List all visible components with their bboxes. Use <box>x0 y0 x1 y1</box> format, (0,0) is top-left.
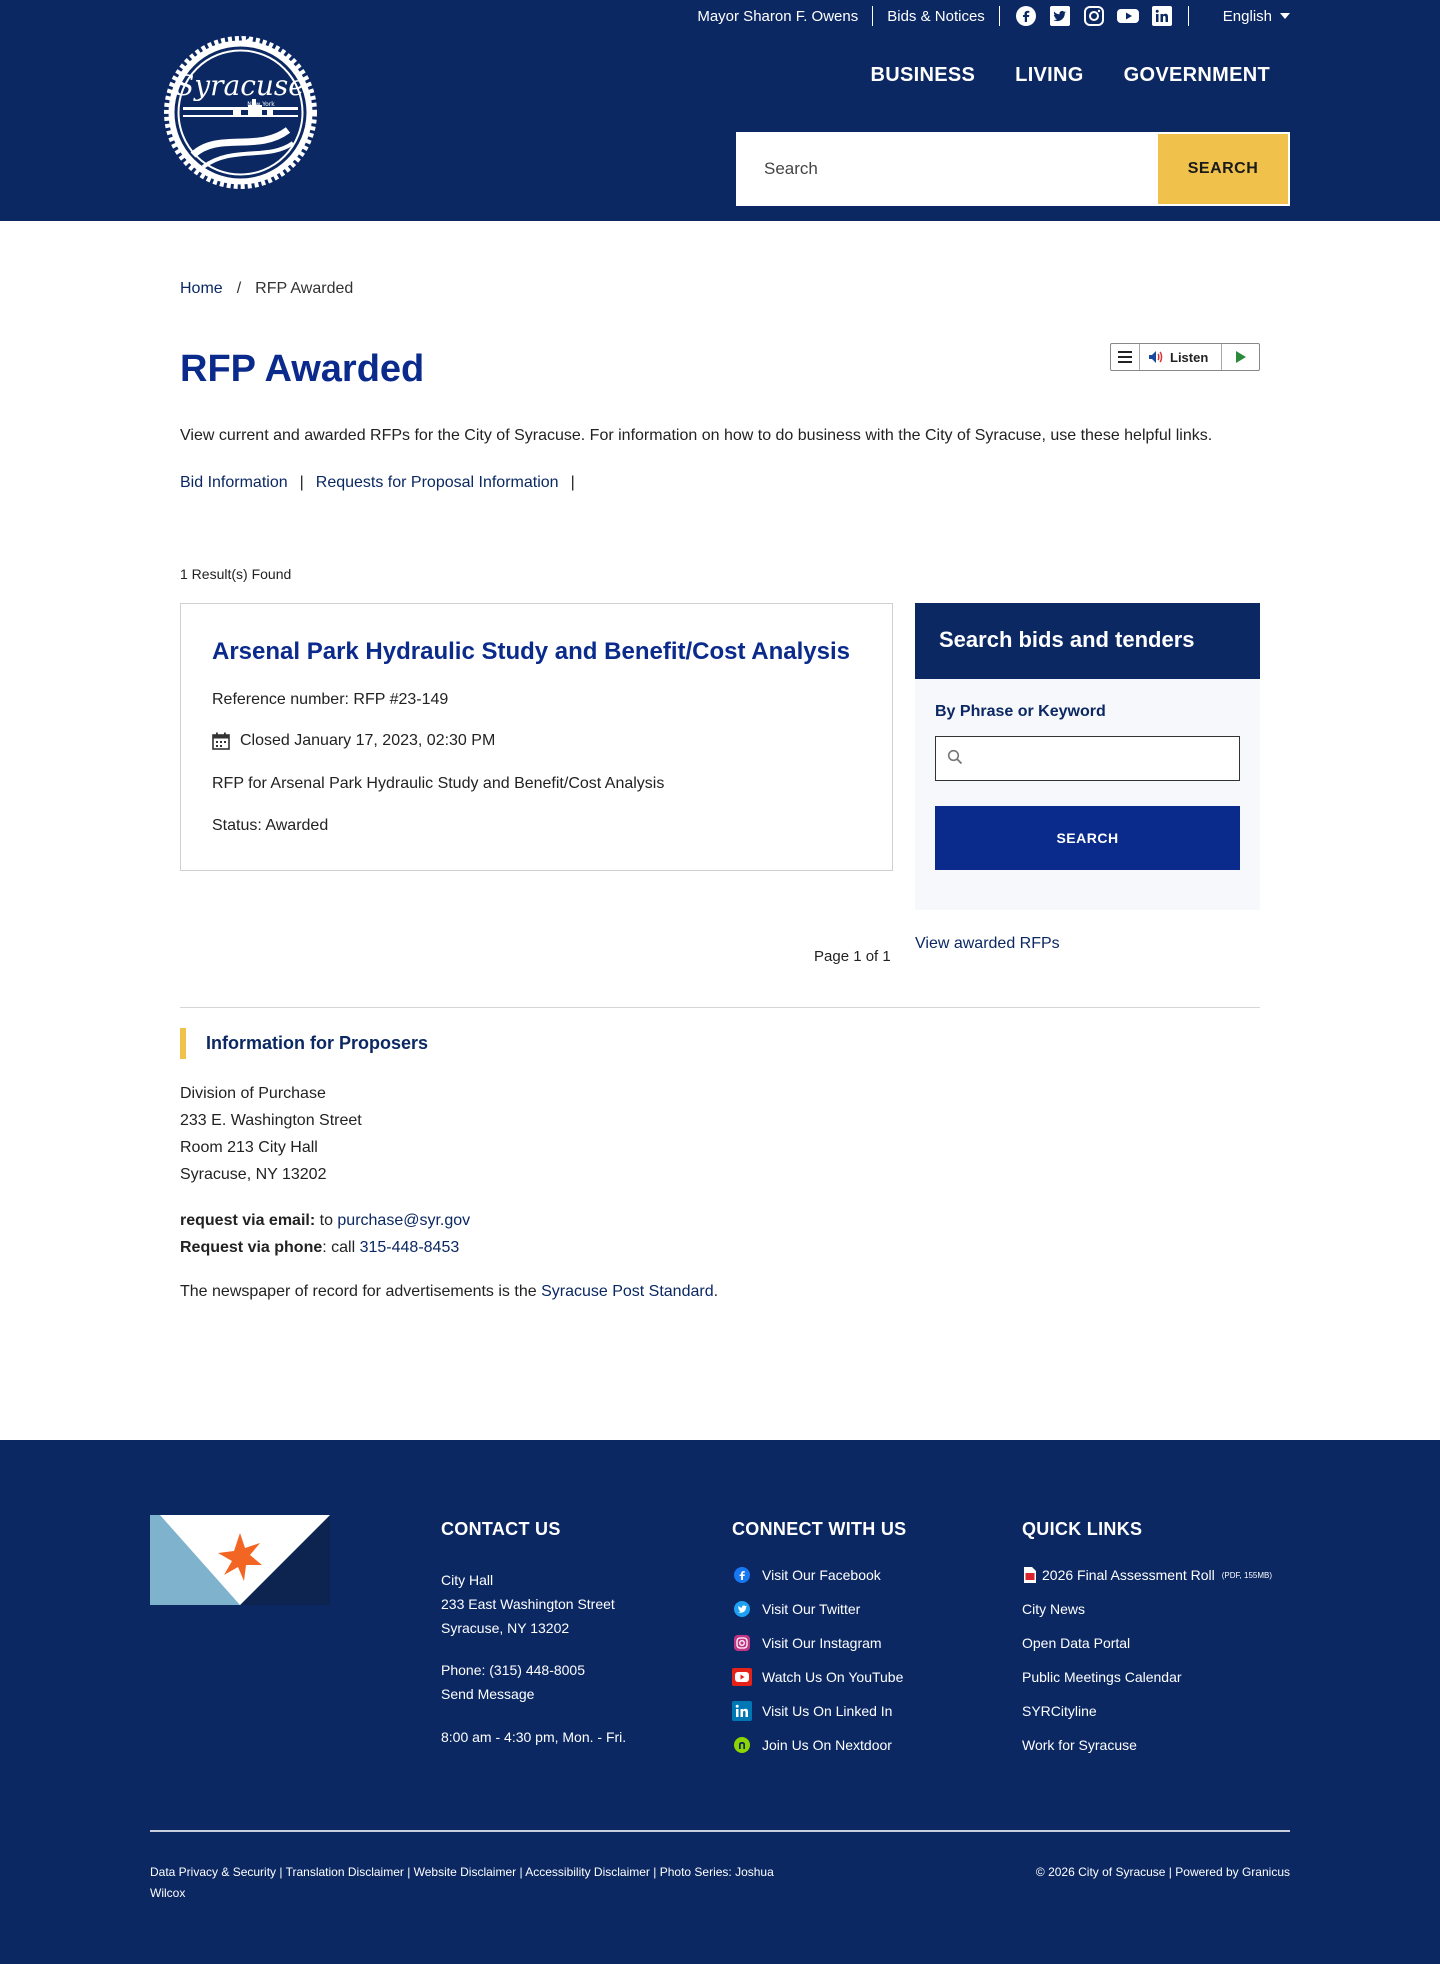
nextdoor-icon <box>732 1735 752 1755</box>
footer-link-label: Visit Our Twitter <box>762 1601 861 1617</box>
caret-down-icon <box>1280 13 1290 19</box>
pdf-size-label: (PDF, 155MB) <box>1221 1570 1272 1580</box>
footer-address-line: 233 East Washington Street <box>441 1596 615 1612</box>
result-title-link[interactable]: Arsenal Park Hydraulic Study and Benefit/Cost Analysis <box>212 638 850 665</box>
newspaper-pre: The newspaper of record for advertisements is the <box>180 1283 542 1300</box>
footer-quick-heading: QUICK LINKS <box>1022 1519 1143 1539</box>
syrcityline-link[interactable]: SYRCityline <box>1022 1703 1097 1719</box>
purchase-address <box>180 1080 362 1188</box>
newspaper-note <box>180 1283 718 1301</box>
bids-notices-link[interactable]: Bids & Notices <box>887 7 985 25</box>
help-links <box>180 474 575 492</box>
footer-connect-heading: CONNECT WITH US <box>732 1519 907 1539</box>
footer-link-label: Visit Us On Linked In <box>762 1703 893 1719</box>
bid-information-link[interactable]: Bid Information <box>180 474 288 491</box>
site-footer <box>0 1440 1440 1964</box>
footer-link-label: Visit Our Facebook <box>762 1567 881 1583</box>
assessment-roll-label: 2026 Final Assessment Roll <box>1042 1567 1215 1583</box>
footer-contact-heading: CONTACT US <box>441 1519 561 1539</box>
search-icon <box>947 749 963 770</box>
phone-link[interactable]: 315-448-8453 <box>359 1239 460 1256</box>
result-status <box>212 817 328 835</box>
footer-connect <box>732 1519 907 1762</box>
intro-text: View current and awarded RFPs for the City of Syracuse. For information on how to do business with the City of Syracuse, use these helpful links. <box>180 427 1213 444</box>
pagination-status: Page 1 of 1 <box>814 948 891 965</box>
work-for-syracuse-link[interactable]: Work for Syracuse <box>1022 1737 1137 1753</box>
footer-link-label: Visit Our Instagram <box>762 1635 882 1651</box>
meetings-calendar-link[interactable]: Public Meetings Calendar <box>1022 1669 1182 1685</box>
main-nav <box>871 64 1270 87</box>
facebook-icon[interactable] <box>1014 4 1038 28</box>
breadcrumb-separator: / <box>236 280 242 297</box>
nav-living[interactable]: LIVING <box>1015 64 1084 86</box>
footer-twitter-link[interactable] <box>732 1592 907 1626</box>
closed-text: Closed January 17, 2023, 02:30 PM <box>240 732 496 749</box>
status-text: Status: Awarded <box>212 817 329 834</box>
listen-label: Listen <box>1170 349 1209 365</box>
site-search <box>736 132 1290 206</box>
footer-youtube-link[interactable] <box>732 1660 907 1694</box>
description-text: RFP for Arsenal Park Hydraulic Study and Benefit/Cost Analysis <box>212 775 665 792</box>
utility-bar <box>683 4 1290 28</box>
page-title: RFP Awarded <box>180 348 425 390</box>
reference-text: Reference number: RFP #23-149 <box>212 691 449 708</box>
footer-linkedin-link[interactable] <box>732 1694 907 1728</box>
phone-label: Request via phone <box>180 1239 323 1256</box>
footer-address-line: Syracuse, NY 13202 <box>441 1620 570 1636</box>
footer-copyright <box>1036 1862 1290 1883</box>
footer-nextdoor-link[interactable] <box>732 1728 907 1762</box>
footer-facebook-link[interactable] <box>732 1558 907 1592</box>
footer-hours: 8:00 am - 4:30 pm, Mon. - Fri. <box>441 1729 627 1745</box>
youtube-icon[interactable] <box>1116 4 1140 28</box>
view-awarded-rfps-link[interactable]: View awarded RFPs <box>915 935 1060 952</box>
email-line <box>180 1207 470 1234</box>
email-label: request via email: <box>180 1212 316 1229</box>
proposers-heading: Information for Proposers <box>180 1028 428 1059</box>
phone-pre: : call <box>322 1239 360 1256</box>
proposer-contact <box>180 1207 470 1261</box>
send-message-link[interactable]: Send Message <box>441 1686 535 1702</box>
bid-search-button[interactable]: SEARCH <box>935 806 1240 870</box>
footer-legal-links[interactable]: Data Privacy & Security | Translation Disclaimer | Website Disclaimer | Accessibility Disclaimer | Photo Series: Joshua Wilcox <box>150 1865 774 1900</box>
newspaper-link[interactable]: Syracuse Post Standard <box>541 1283 714 1300</box>
result-closed <box>212 732 495 750</box>
twitter-icon <box>732 1599 752 1619</box>
facebook-icon <box>732 1565 752 1585</box>
footer-quick-links <box>1022 1519 1272 1762</box>
instagram-icon[interactable] <box>1082 4 1106 28</box>
keyword-input[interactable] <box>935 736 1240 781</box>
language-label: English <box>1222 7 1272 25</box>
address-line: Syracuse, NY 13202 <box>180 1166 327 1183</box>
breadcrumb-home-link[interactable]: Home <box>180 280 223 297</box>
play-icon[interactable] <box>1221 344 1259 370</box>
linkedin-icon[interactable] <box>1150 4 1174 28</box>
section-divider <box>180 1007 1260 1008</box>
footer-address-line: City Hall <box>441 1572 494 1588</box>
city-flag-logo <box>150 1515 330 1605</box>
link-separator: | <box>570 474 575 491</box>
footer-link-label: Join Us On Nextdoor <box>762 1737 892 1753</box>
listen-button[interactable] <box>1140 344 1221 370</box>
menu-icon[interactable] <box>1111 344 1140 370</box>
speaker-icon <box>1148 350 1164 364</box>
youtube-icon <box>732 1667 752 1687</box>
linkedin-icon <box>732 1701 752 1721</box>
email-link[interactable]: purchase@syr.gov <box>337 1212 471 1229</box>
calendar-icon <box>212 732 230 750</box>
site-search-button[interactable]: SEARCH <box>1158 134 1288 204</box>
email-pre: to <box>315 1212 338 1229</box>
address-line: 233 E. Washington Street <box>180 1112 362 1129</box>
listen-widget <box>1110 343 1260 371</box>
footer-contact <box>441 1519 626 1749</box>
city-seal-logo[interactable] <box>163 35 318 190</box>
newspaper-post: . <box>713 1283 719 1300</box>
mayor-link[interactable]: Mayor Sharon F. Owens <box>697 7 859 25</box>
social-links <box>1000 4 1188 28</box>
instagram-icon <box>732 1633 752 1653</box>
footer-instagram-link[interactable] <box>732 1626 907 1660</box>
breadcrumb-current: RFP Awarded <box>255 280 354 297</box>
result-reference <box>212 691 448 709</box>
language-select[interactable] <box>1189 8 1290 25</box>
footer-phone: Phone: (315) 448-8005 <box>441 1662 585 1678</box>
assessment-roll-link[interactable] <box>1022 1558 1272 1592</box>
keyword-label: By Phrase or Keyword <box>935 703 1106 720</box>
site-search-input[interactable] <box>738 134 1158 204</box>
address-line: Room 213 City Hall <box>180 1139 318 1156</box>
address-line: Division of Purchase <box>180 1085 326 1102</box>
link-separator: | <box>299 474 304 491</box>
result-card <box>180 603 893 871</box>
copyright-text: © 2026 City of Syracuse | Powered by <box>1035 1865 1242 1879</box>
twitter-icon[interactable] <box>1048 4 1072 28</box>
footer-link-label: Watch Us On YouTube <box>762 1669 904 1685</box>
city-news-link[interactable]: City News <box>1022 1601 1086 1617</box>
bid-search-panel <box>915 603 1260 910</box>
logo-subtext: New York <box>247 101 275 108</box>
nav-business[interactable]: BUSINESS <box>870 64 976 86</box>
breadcrumb <box>180 280 353 298</box>
open-data-link[interactable]: Open Data Portal <box>1022 1635 1131 1651</box>
footer-divider <box>150 1830 1290 1832</box>
granicus-link[interactable]: Granicus <box>1241 1865 1290 1879</box>
logo-wordmark: Syracuse <box>175 69 305 102</box>
nav-government[interactable]: GOVERNMENT <box>1123 64 1270 86</box>
results-count: 1 Result(s) Found <box>180 566 292 582</box>
phone-line <box>180 1234 470 1261</box>
bid-search-heading: Search bids and tenders <box>915 603 1260 679</box>
rfp-information-link[interactable]: Requests for Proposal Information <box>315 474 559 491</box>
site-header <box>0 0 1440 221</box>
pdf-icon <box>1022 1565 1038 1585</box>
result-description <box>212 775 664 793</box>
